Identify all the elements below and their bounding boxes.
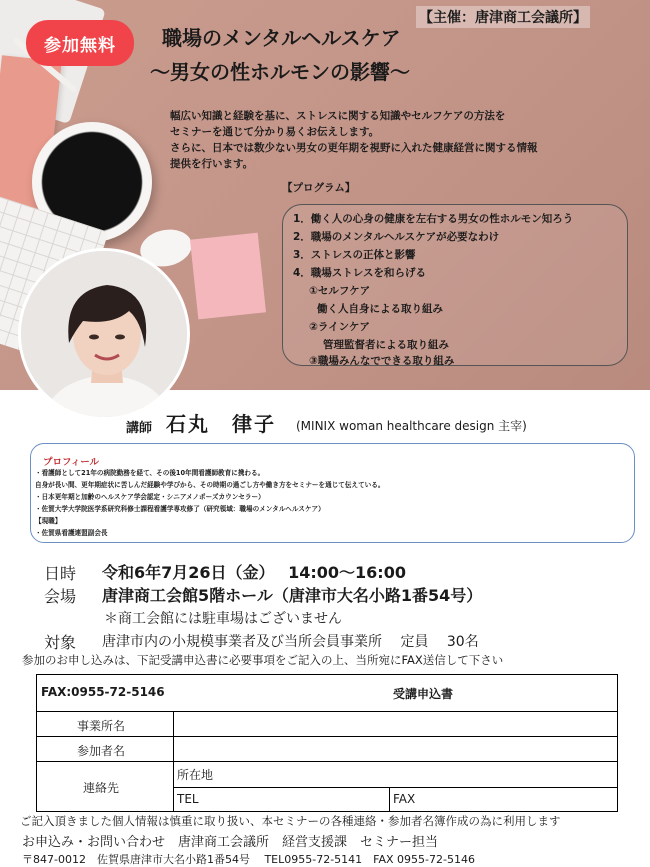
seminar-subtitle: ～男女の性ホルモンの影響～ [150,60,410,84]
venue-value: 唐津商工会館5階ホール（唐津市大名小路1番54号） [102,586,483,605]
intro-line: 幅広い知識と経験を基に、ストレスに関する知識やセルフケアの方法を [170,110,506,122]
profile-title: プロフィール [43,457,100,468]
lecturer-photo [18,248,190,420]
seminar-title: 職場のメンタルヘルスケア [162,26,401,50]
application-instruction: 参加のお申し込みは、下記受講申込書に必要事項をご記入の上、当所宛にFAX送信して下さい [22,653,504,667]
tel-field[interactable] [207,790,385,808]
participant-name-label: 参加者名 [77,744,126,758]
profile-line: 自身が長い間、更年期症状に苦しんだ経験や学びから、その時期の過ごし方や働き方をセミナーを通じて伝えている。 [35,481,385,489]
office-name-label: 事業所名 [77,719,126,733]
profile-line: 【現職】 [35,517,62,525]
lecturer-name: 石丸 律子 [166,412,276,436]
lecturer-affiliation: (MINIX woman healthcare design 主宰) [296,419,527,433]
program-subitem: ①セルフケア [309,285,371,297]
intro-text [170,108,630,172]
date-label: 日時 [44,564,77,583]
lecturer-role: 講師 [126,421,153,436]
profile-line: ・佐賀大学大学院医学系研究科修士課程看護学専攻修了（研究領域：職場のメンタルヘルスケア） [35,505,325,513]
target-value: 唐津市内の小規模事業者及び当所会員事業所 定員 30名 [102,634,479,650]
program-subitem: 管理監督者による取り組み [323,339,449,351]
venue-label: 会場 [44,587,77,606]
fax-number: FAX:0955-72-5146 [41,685,165,699]
date-value: 令和6年7月26日（金） 14:00～16:00 [102,563,406,582]
fax-label: FAX [393,792,416,806]
program-item: 2．職場のメンタルヘルスケアが必要なわけ [293,231,500,243]
program-item: 4．職場ストレスを和らげる [293,267,426,279]
program-box [282,204,628,366]
profile-line: ・日本更年期と加齢のヘルスケア学会認定・シニアメノポーズカウンセラー） [35,493,265,501]
contact-info: お申込み・お問い合わせ 唐津商工会議所 経営支援課 セミナー担当 [22,835,439,850]
intro-line: さらに、日本では数少ない男女の更年期を視野に入れた健康経営に関する情報 [170,142,538,154]
profile-line: ・佐賀県看護連盟副会長 [35,529,108,537]
sponsor-label: 【主催：唐津商工会議所】 [416,6,590,28]
portrait-icon [21,251,190,420]
program-subitem: 働く人自身による取り組み [317,303,443,315]
address-field[interactable] [227,765,613,783]
parking-note: ＊商工会館には駐車場はございません [104,611,342,627]
profile-line: ・看護師として21年の病院勤務を経て、その後10年間看護師教育に携わる。 [35,469,265,477]
intro-line: セミナーを通じて分かり易くお伝えします。 [170,126,380,138]
office-name-field[interactable] [177,715,613,733]
form-title: 受講申込書 [393,687,454,701]
application-form [36,674,618,812]
program-item: 1．働く人の心身の健康を左右する男女の性ホルモン知ろう [293,213,574,225]
target-label: 対象 [44,633,77,652]
program-label: 【プログラム】 [282,182,356,194]
profile-box [30,443,635,543]
program-subitem: ②ラインケア [309,321,370,333]
contact-label: 連絡先 [83,781,120,795]
contact-address: 〒847-0012 佐賀県唐津市大名小路1番54号 TEL0955-72-5141 FAX 0955-72-5146 [22,853,475,866]
sticky-note-decoration [190,233,266,320]
intro-line: 提供を行います。 [170,158,254,170]
privacy-note: ご記入頂きました個人情報は慎重に取り扱い、本セミナーの各種連絡・参加者名簿作成の為に利用します [20,814,561,828]
participant-name-field[interactable] [177,740,613,758]
program-subitem: ③職場みんなでできる取り組み [309,355,455,367]
program-item: 3．ストレスの正体と影響 [293,249,416,261]
tel-label: TEL [177,792,199,806]
free-admission-badge: 参加無料 [26,20,134,66]
address-label: 所在地 [177,768,214,782]
fax-field[interactable] [423,790,613,808]
